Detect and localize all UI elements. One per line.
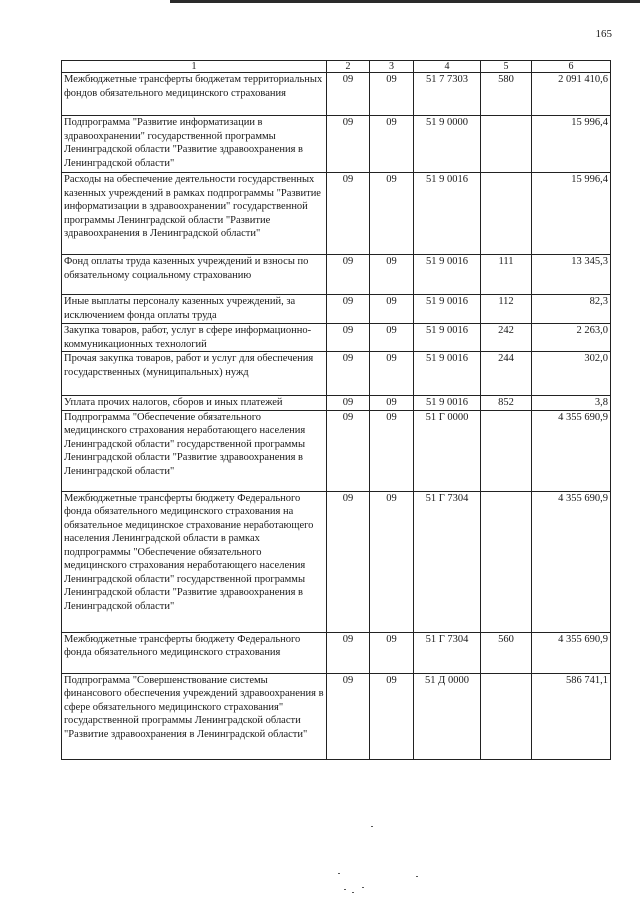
row-subsection: 09	[370, 352, 414, 396]
row-amount: 2 263,0	[532, 324, 611, 352]
row-expense-type: 242	[481, 324, 532, 352]
row-section: 09	[327, 255, 370, 295]
row-expense-type	[481, 410, 532, 491]
row-target-item: 51 7 7303	[414, 73, 481, 116]
row-name: Межбюджетные трансферты бюджету Федерального фонда обязательного медицинского страхования на обязательное медицинское страхование неработающего населения Ленинградской области в рамках подпрограммы "Обеспечение обязательного медицинского страхования неработающего населения Ленинградской области" государственной программы Ленинградской области "Развитие здравоохранения в Ленинградской области"	[62, 491, 327, 632]
table-row	[62, 324, 611, 352]
row-name: Подпрограмма "Обеспечение обязательного медицинского страхования неработающего населения Ленинградской области" государственной программы Ленинградской области "Развитие здравоохранения в Ленинградской области"	[62, 410, 327, 491]
row-name: Закупка товаров, работ, услуг в сфере информационно-коммуникационных технологий	[62, 324, 327, 352]
row-subsection: 09	[370, 73, 414, 116]
row-subsection: 09	[370, 324, 414, 352]
row-expense-type: 112	[481, 295, 532, 324]
row-amount: 4 355 690,9	[532, 410, 611, 491]
column-header: 5	[481, 61, 532, 73]
row-target-item: 51 9 0016	[414, 352, 481, 396]
table-row	[62, 632, 611, 673]
row-name: Иные выплаты персоналу казенных учреждений, за исключением фонда оплаты труда	[62, 295, 327, 324]
row-subsection: 09	[370, 173, 414, 255]
row-name: Межбюджетные трансферты бюджетам территориальных фондов обязательного медицинского страхования	[62, 73, 327, 116]
row-subsection: 09	[370, 410, 414, 491]
row-name: Межбюджетные трансферты бюджету Федерального фонда обязательного медицинского страхования	[62, 632, 327, 673]
row-expense-type	[481, 116, 532, 173]
table-row	[62, 255, 611, 295]
row-target-item: 51 9 0000	[414, 116, 481, 173]
row-amount: 82,3	[532, 295, 611, 324]
table-row	[62, 491, 611, 632]
table-row	[62, 295, 611, 324]
column-header: 6	[532, 61, 611, 73]
row-section: 09	[327, 396, 370, 411]
row-expense-type	[481, 673, 532, 759]
row-target-item: 51 9 0016	[414, 324, 481, 352]
row-section: 09	[327, 410, 370, 491]
row-target-item: 51 Д 0000	[414, 673, 481, 759]
table-row	[62, 73, 611, 116]
row-section: 09	[327, 73, 370, 116]
row-section: 09	[327, 324, 370, 352]
table-row	[62, 116, 611, 173]
table-row	[62, 173, 611, 255]
row-name: Подпрограмма "Совершенствование системы финансового обеспечения учреждений здравоохранения в сфере обязательного медицинского страхования" государственной программы Ленинградской области "Развитие здравоохранения в Ленинградской области"	[62, 673, 327, 759]
table-row	[62, 410, 611, 491]
row-amount: 15 996,4	[532, 116, 611, 173]
table-row	[62, 396, 611, 411]
scan-edge-shadow	[170, 0, 640, 3]
table-row	[62, 352, 611, 396]
table-row	[62, 673, 611, 759]
row-target-item: 51 9 0016	[414, 295, 481, 324]
row-target-item: 51 9 0016	[414, 396, 481, 411]
row-name: Прочая закупка товаров, работ и услуг для обеспечения государственных (муниципальных) нужд	[62, 352, 327, 396]
row-name: Расходы на обеспечение деятельности государственных казенных учреждений в рамках подпрограммы "Развитие информатизации в здравоохранении" государственной программы Ленинградской области "Развитие здравоохранения в Ленинградской области"	[62, 173, 327, 255]
row-amount: 2 091 410,6	[532, 73, 611, 116]
row-amount: 3,8	[532, 396, 611, 411]
row-section: 09	[327, 352, 370, 396]
row-expense-type: 560	[481, 632, 532, 673]
row-target-item: 51 Г 7304	[414, 491, 481, 632]
row-amount: 13 345,3	[532, 255, 611, 295]
row-subsection: 09	[370, 295, 414, 324]
row-expense-type	[481, 491, 532, 632]
row-subsection: 09	[370, 673, 414, 759]
row-section: 09	[327, 116, 370, 173]
row-section: 09	[327, 491, 370, 632]
budget-table	[61, 60, 611, 760]
row-name: Уплата прочих налогов, сборов и иных платежей	[62, 396, 327, 411]
row-amount: 4 355 690,9	[532, 491, 611, 632]
row-amount: 4 355 690,9	[532, 632, 611, 673]
row-target-item: 51 9 0016	[414, 173, 481, 255]
row-amount: 15 996,4	[532, 173, 611, 255]
row-subsection: 09	[370, 255, 414, 295]
row-target-item: 51 Г 7304	[414, 632, 481, 673]
row-amount: 586 741,1	[532, 673, 611, 759]
table-header-row	[62, 61, 611, 73]
row-name: Фонд оплаты труда казенных учреждений и взносы по обязательному социальному страхованию	[62, 255, 327, 295]
row-subsection: 09	[370, 491, 414, 632]
row-subsection: 09	[370, 632, 414, 673]
column-header: 1	[62, 61, 327, 73]
row-target-item: 51 Г 0000	[414, 410, 481, 491]
row-subsection: 09	[370, 396, 414, 411]
row-name: Подпрограмма "Развитие информатизации в здравоохранении" государственной программы Ленинградской области "Развитие здравоохранения в Ленинградской области"	[62, 116, 327, 173]
row-expense-type: 244	[481, 352, 532, 396]
column-header: 4	[414, 61, 481, 73]
row-subsection: 09	[370, 116, 414, 173]
row-target-item: 51 9 0016	[414, 255, 481, 295]
row-amount: 302,0	[532, 352, 611, 396]
row-section: 09	[327, 632, 370, 673]
row-section: 09	[327, 295, 370, 324]
row-expense-type	[481, 173, 532, 255]
row-expense-type: 111	[481, 255, 532, 295]
column-header: 3	[370, 61, 414, 73]
row-section: 09	[327, 673, 370, 759]
row-expense-type: 580	[481, 73, 532, 116]
row-section: 09	[327, 173, 370, 255]
page-number: 165	[595, 28, 612, 40]
row-expense-type: 852	[481, 396, 532, 411]
column-header: 2	[327, 61, 370, 73]
